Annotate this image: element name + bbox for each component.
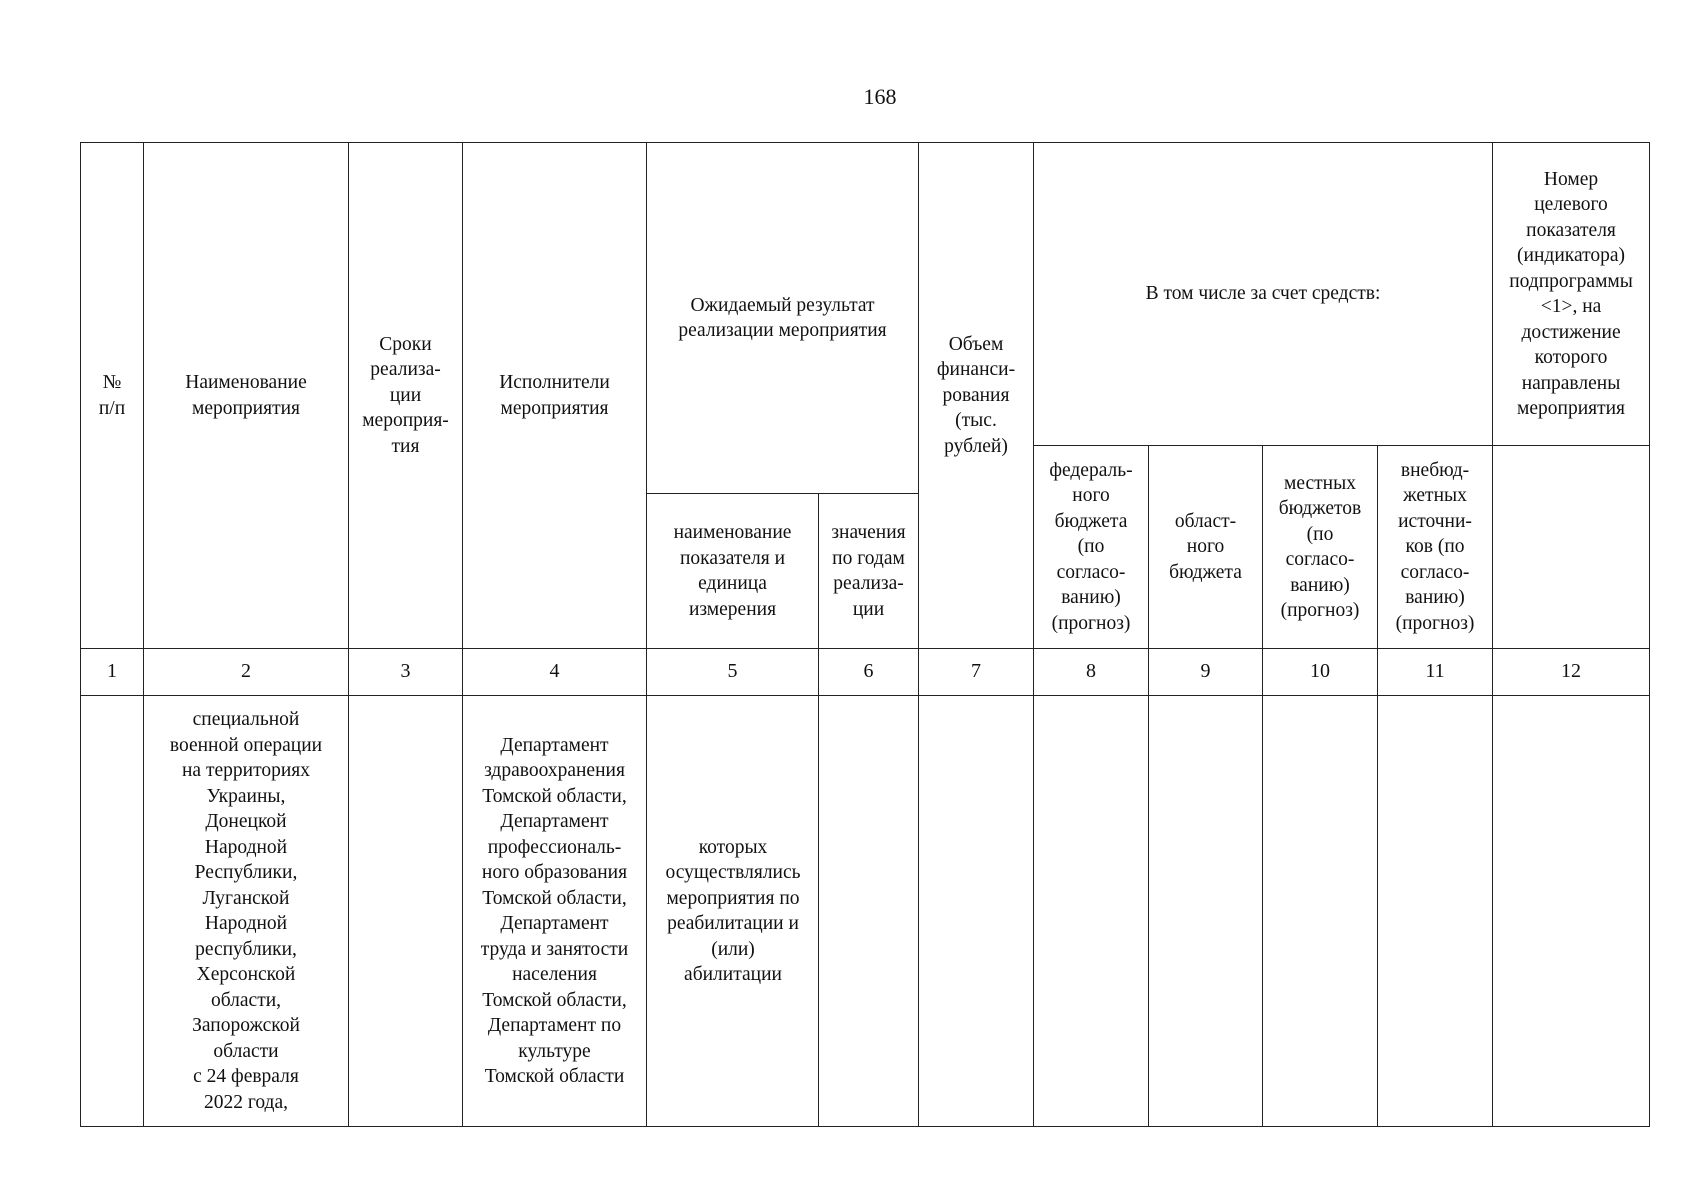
column-number: 8 bbox=[1034, 649, 1149, 696]
cell-target-indicator bbox=[1493, 696, 1650, 1127]
cell-federal-budget bbox=[1034, 696, 1149, 1127]
cell-indicator-name: которых осуществлялись мероприятия по реабилитации и (или) абилитации bbox=[647, 696, 819, 1127]
cell-executors: Департамент здравоохранения Томской области, Департамент профессиональ- ного образования Томской области, Департамент труда и занятости населения Томской области, Департамент по культуре Томской области bbox=[463, 696, 647, 1127]
header-regional-budget: област- ного бюджета bbox=[1149, 446, 1263, 649]
cell-terms bbox=[349, 696, 463, 1127]
table-row bbox=[81, 696, 1650, 1127]
column-number: 11 bbox=[1378, 649, 1493, 696]
header-federal-budget: федераль- ного бюджета (по согласо- ванию) (прогноз) bbox=[1034, 446, 1149, 649]
header-measure-name: Наименование мероприятия bbox=[144, 143, 349, 649]
header-indicator-values: значения по годам реализа- ции bbox=[819, 494, 919, 649]
column-number: 5 bbox=[647, 649, 819, 696]
header-extrabudgetary: внебюд- жетных источни- ков (по согласо- ванию) (прогноз) bbox=[1378, 446, 1493, 649]
header-expected-result: Ожидаемый результат реализации мероприятия bbox=[647, 143, 919, 494]
header-target-indicator: Номер целевого показателя (индикатора) подпрограммы <1>, на достижение которого направлены мероприятия bbox=[1493, 143, 1650, 446]
header-indicator-name: наименование показателя и единица измерения bbox=[647, 494, 819, 649]
header-financing-volume: Объем финанси- рования (тыс. рублей) bbox=[919, 143, 1034, 649]
column-number: 9 bbox=[1149, 649, 1263, 696]
cell-indicator-values bbox=[819, 696, 919, 1127]
header-target-indicator-empty bbox=[1493, 446, 1650, 649]
cell-local-budgets bbox=[1263, 696, 1378, 1127]
column-number: 3 bbox=[349, 649, 463, 696]
column-number: 1 bbox=[81, 649, 144, 696]
header-executors: Исполнители мероприятия bbox=[463, 143, 647, 649]
column-number: 10 bbox=[1263, 649, 1378, 696]
header-local-budgets: местных бюджетов (по согласо- ванию) (прогноз) bbox=[1263, 446, 1378, 649]
measures-table bbox=[80, 142, 1650, 1127]
cell-regional-budget bbox=[1149, 696, 1263, 1127]
cell-extrabudgetary bbox=[1378, 696, 1493, 1127]
column-number: 2 bbox=[144, 649, 349, 696]
cell-measure-name: специальной военной операции на территориях Украины, Донецкой Народной Республики, Луганской Народной республики, Херсонской области, Запорожской области с 24 февраля 2022 года, bbox=[144, 696, 349, 1127]
header-funding-sources: В том числе за счет средств: bbox=[1034, 143, 1493, 446]
header-terms: Сроки реализа- ции мероприя- тия bbox=[349, 143, 463, 649]
header-row-1 bbox=[81, 143, 1650, 446]
column-number: 12 bbox=[1493, 649, 1650, 696]
cell-financing-volume bbox=[919, 696, 1034, 1127]
column-number: 7 bbox=[919, 649, 1034, 696]
column-number: 6 bbox=[819, 649, 919, 696]
header-number: № п/п bbox=[81, 143, 144, 649]
column-number: 4 bbox=[463, 649, 647, 696]
cell-number bbox=[81, 696, 144, 1127]
column-number-row bbox=[81, 649, 1650, 696]
page-number: 168 bbox=[863, 84, 897, 109]
